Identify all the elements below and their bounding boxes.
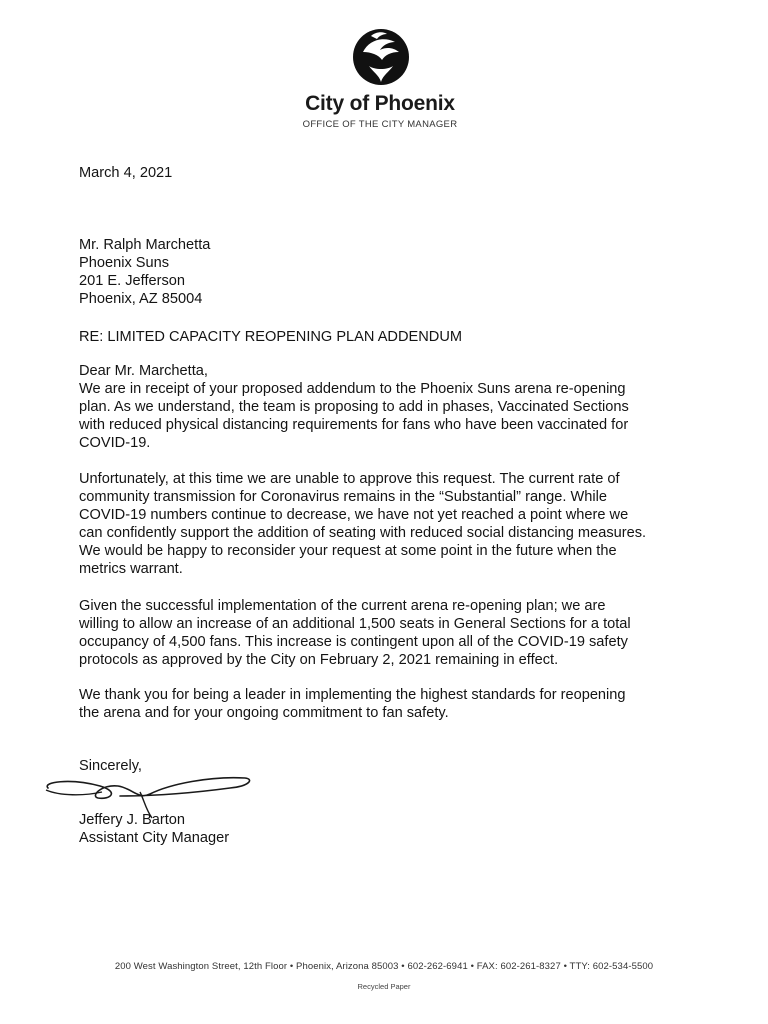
paragraph-line: with reduced physical distancing requirements for fans who have been vaccinated for xyxy=(79,417,629,433)
paragraph-line: COVID-19 numbers continue to decrease, we have not yet reached a point where we xyxy=(79,507,629,523)
paragraph-line: plan. As we understand, the team is proposing to add in phases, Vaccinated Sections xyxy=(79,399,629,415)
paragraph-line: COVID-19. xyxy=(79,435,151,451)
paragraph-line: We would be happy to reconsider your request at some point in the future when the xyxy=(79,543,617,559)
signer-block xyxy=(79,811,679,847)
paragraph-line: can confidently support the addition of seating with reduced social distancing measures. xyxy=(79,525,647,541)
paragraph-line: willing to allow an increase of an additional 1,500 seats in General Sections for a total xyxy=(79,616,631,632)
recipient-organization: Phoenix Suns xyxy=(79,255,170,271)
paragraph-3 xyxy=(79,597,679,669)
salutation: Dear Mr. Marchetta, xyxy=(79,363,208,379)
recipient-city-state-zip: Phoenix, AZ 85004 xyxy=(79,291,203,307)
footer-address: 200 West Washington Street, 12th Floor • Phoenix, Arizona 85003 • 602-262-6941 • FAX: 602-261-8327 • TTY: 602-534-5500 xyxy=(114,961,654,972)
recipient-street: 201 E. Jefferson xyxy=(79,273,186,289)
footer-note: Recycled Paper xyxy=(357,982,411,991)
signer-title: Assistant City Manager xyxy=(79,830,230,846)
paragraph-line: We are in receipt of your proposed addendum to the Phoenix Suns arena re-opening xyxy=(79,381,626,397)
paragraph-line: community transmission for Coronavirus remains in the “Substantial” range. While xyxy=(79,489,608,505)
recipient-address xyxy=(79,236,679,308)
paragraph-2 xyxy=(79,470,679,578)
closing: Sincerely, xyxy=(79,758,142,774)
paragraph-line: the arena and for your ongoing commitment to fan safety. xyxy=(79,705,449,721)
subject-line: RE: LIMITED CAPACITY REOPENING PLAN ADDENDUM xyxy=(79,329,463,345)
recipient-name: Mr. Ralph Marchetta xyxy=(79,237,211,253)
paragraph-line: occupancy of 4,500 fans. This increase is contingent upon all of the COVID-19 safety xyxy=(79,634,628,650)
paragraph-line: We thank you for being a leader in implementing the highest standards for reopening xyxy=(79,687,626,703)
paragraph-line: metrics warrant. xyxy=(79,561,183,577)
letter-date: March 4, 2021 xyxy=(79,165,173,181)
paragraph-4 xyxy=(79,686,679,722)
signer-name: Jeffery J. Barton xyxy=(79,812,185,828)
paragraph-1 xyxy=(79,380,679,452)
phoenix-bird-logo-icon xyxy=(349,22,413,92)
paragraph-line: protocols as approved by the City on February 2, 2021 remaining in effect. xyxy=(79,652,559,668)
organization-name: City of Phoenix xyxy=(305,92,455,115)
office-name: OFFICE OF THE CITY MANAGER xyxy=(302,119,458,130)
paragraph-line: Given the successful implementation of the current arena re-opening plan; we are xyxy=(79,598,606,614)
paragraph-line: Unfortunately, at this time we are unable to approve this request. The current rate of xyxy=(79,471,620,487)
